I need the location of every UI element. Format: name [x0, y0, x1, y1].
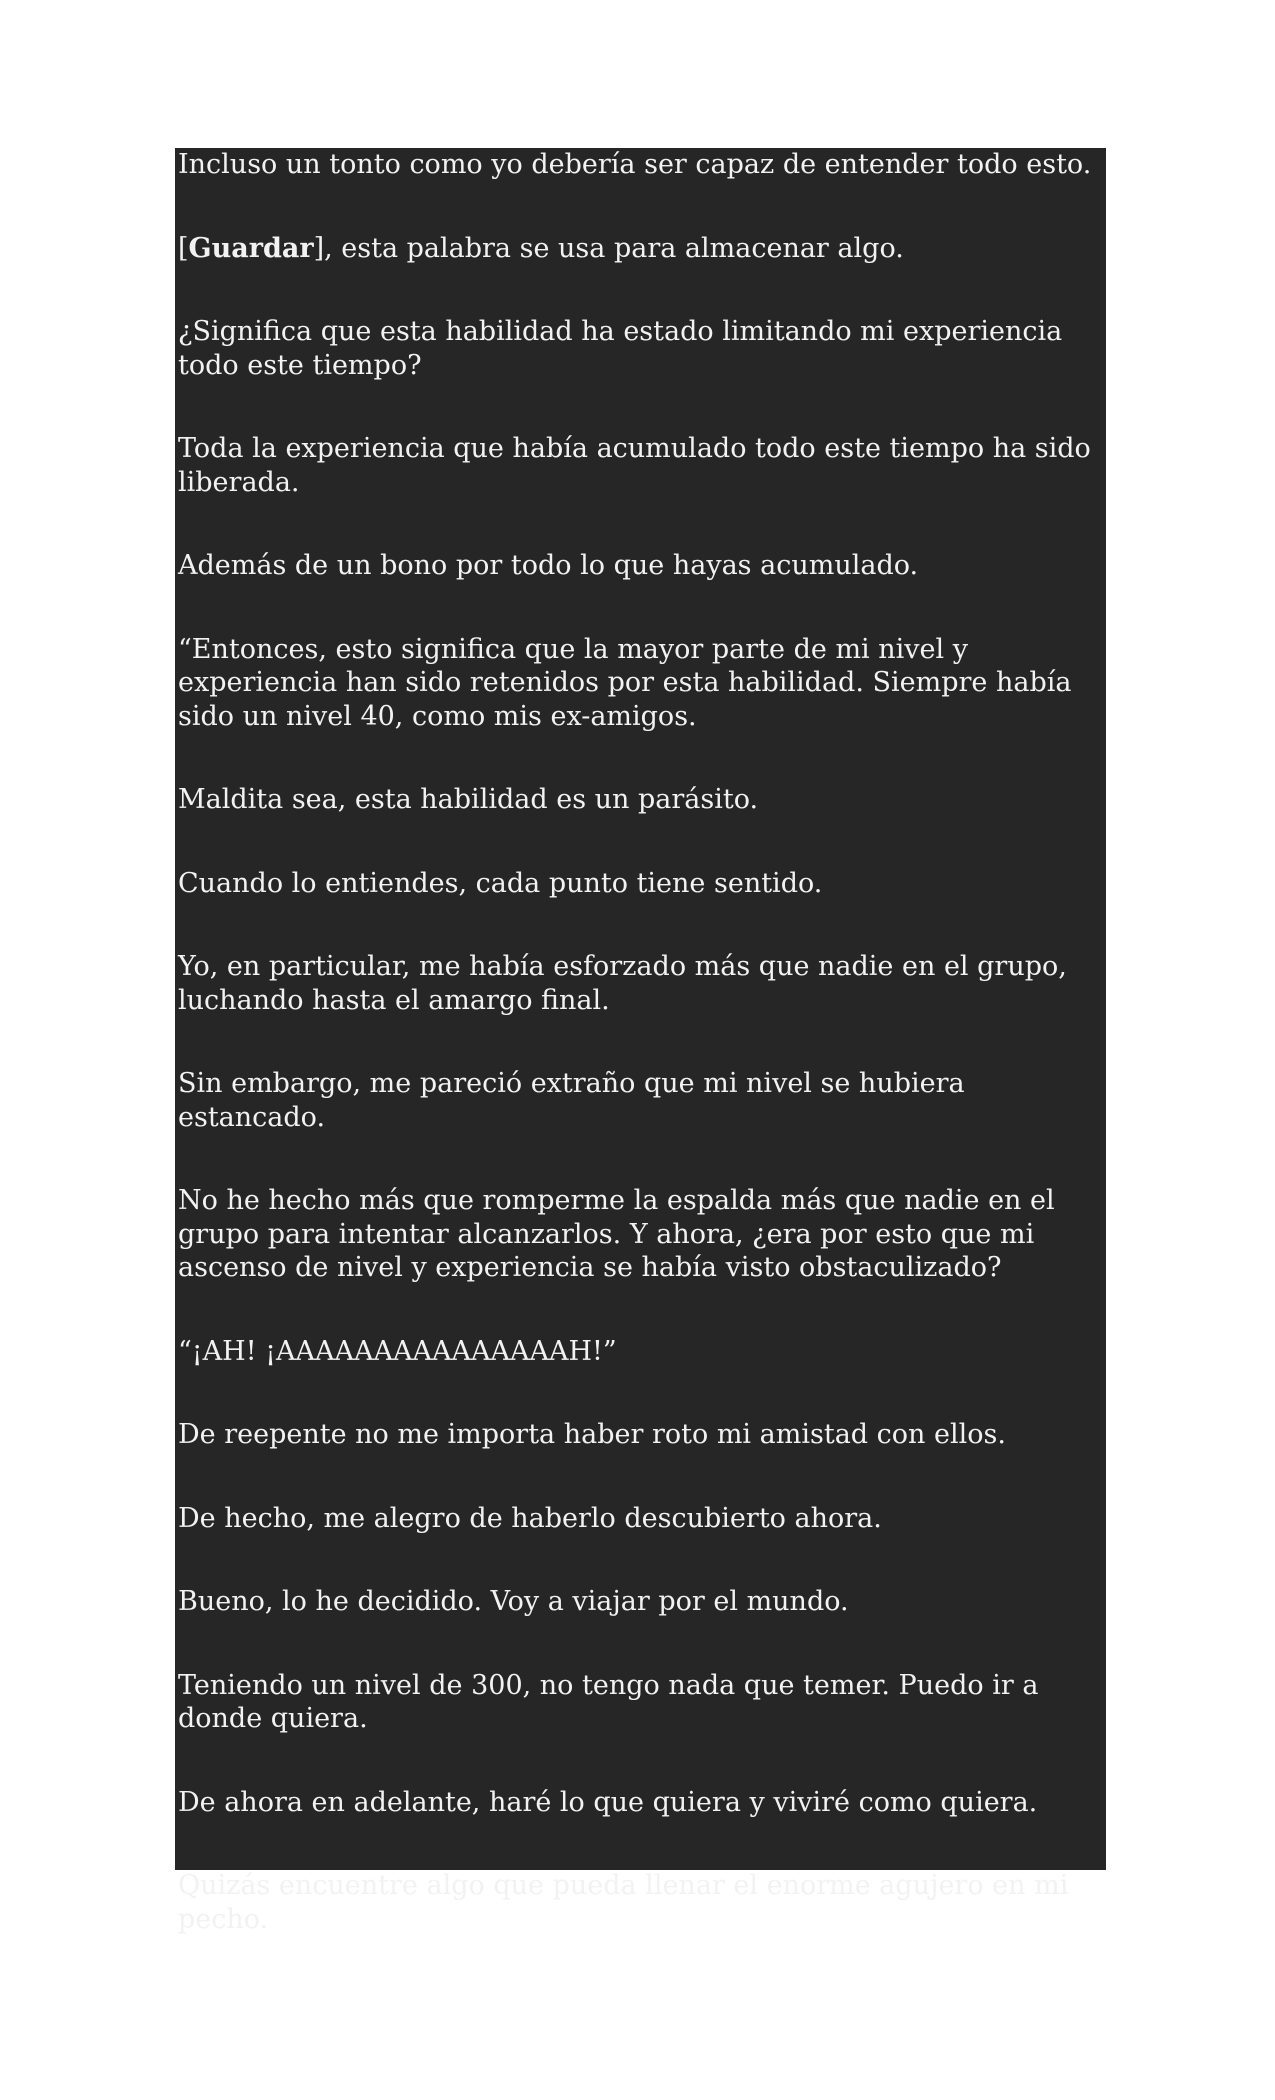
- paragraph-4: Toda la experiencia que había acumulado todo este tiempo ha sido liberada.: [178, 433, 1091, 498]
- paragraph-2: [178, 232, 1102, 266]
- paragraph-13: De reepente no me importa haber roto mi amistad con ellos.: [178, 1419, 1006, 1450]
- paragraph-3: ¿Significa que esta habilidad ha estado limitando mi experiencia todo este tiempo?: [178, 316, 1063, 381]
- paragraph-2-rest: ], esta palabra se usa para almacenar algo.: [313, 232, 904, 264]
- paragraph-16: Teniendo un nivel de 300, no tengo nada que temer. Puedo ir a donde quiera.: [178, 1669, 1039, 1734]
- paragraph-15: Bueno, lo he decidido. Voy a viajar por el mundo.: [178, 1586, 849, 1617]
- paragraph-17: De ahora en adelante, haré lo que quiera y viviré como quiera.: [178, 1786, 1038, 1818]
- paragraph-5: Además de un bono por todo lo que hayas acumulado.: [178, 550, 919, 581]
- keyword-guardar: Guardar: [188, 232, 314, 264]
- paragraph-18: Quizás encuentre algo que pueda llenar el enorme agujero en mi pecho.: [178, 1870, 1069, 1935]
- paragraph-1: Incluso un tonto como yo debería ser capaz de entender todo esto.: [178, 149, 1092, 180]
- paragraph-12: “¡AH! ¡AAAAAAAAAAAAAAAH!”: [178, 1335, 617, 1367]
- paragraph-14: De hecho, me alegro de haberlo descubierto ahora.: [178, 1502, 882, 1534]
- paragraph-10: Sin embargo, me pareció extraño que mi nivel se hubiera estancado.: [178, 1068, 965, 1133]
- paragraph-9: Yo, en particular, me había esforzado más que nadie en el grupo, luchando hasta el amargo final.: [178, 951, 1067, 1016]
- paragraph-11: No he hecho más que romperme la espalda más que nadie en el grupo para intentar alcanzarlos. Y ahora, ¿era por esto que mi ascenso de nivel y experiencia se había visto obstaculizado?: [178, 1185, 1055, 1283]
- paragraph-7: Maldita sea, esta habilidad es un parásito.: [178, 784, 759, 815]
- paragraph-8: Cuando lo entiendes, cada punto tiene sentido.: [178, 867, 823, 899]
- text-block: [175, 148, 1106, 1935]
- paragraph-6: “Entonces, esto significa que la mayor parte de mi nivel y experiencia han sido retenidos por esta habilidad. Siempre había sido un nivel 40, como mis ex-amigos.: [178, 633, 1072, 732]
- bracket-open: [: [178, 232, 189, 264]
